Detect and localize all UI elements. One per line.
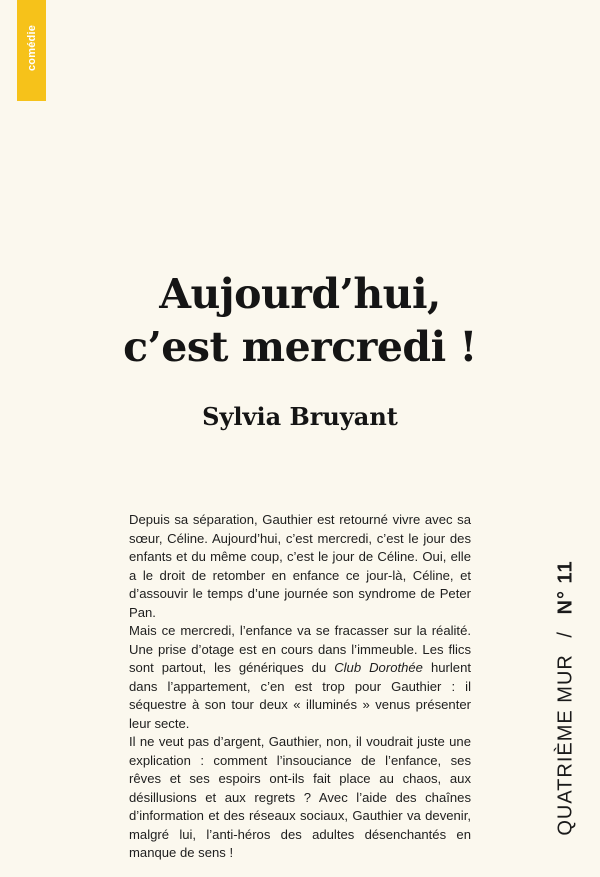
series-separator: /: [554, 631, 577, 638]
back-cover-blurb: [129, 511, 471, 863]
title-line-2: c’est mercredi !: [123, 323, 477, 371]
genre-label: comédie: [25, 25, 38, 72]
genre-tab: [17, 0, 46, 101]
blurb-paragraph-2: [129, 622, 471, 733]
series-label: [555, 560, 578, 835]
blurb-paragraph-1: Depuis sa séparation, Gauthier est retourné vivre avec sa sœur, Céline. Aujourd’hui, c’est mercredi, c’est le jour des enfants et du même coup, c’est le jour de Céline. Oui, elle a le droit de retomber en enfance ce jour-là, Céline, et d’assouvir le temps d’une journée son syndrome de Peter Pan.: [129, 512, 471, 620]
title-line-1: Aujourd’hui,: [159, 270, 441, 318]
book-title: [0, 268, 600, 374]
series-name: QUATRIÈME MUR: [554, 654, 577, 836]
blurb-p2-end: hurlent dans l’appartement, c’en est trop pour Gauthier : il séquestre à son tour deux « illuminés » venus présenter leur secte.: [129, 660, 471, 731]
blurb-p2-italic: Club Dorothée: [334, 660, 423, 675]
blurb-paragraph-3: Il ne veut pas d’argent, Gauthier, non, il voudrait juste une explication : comment l’insouciance de l’enfance, ses rêves et ses espoirs ont-ils fait place au chaos, aux désillusions et aux regrets ? Avec l’aide des chaînes d’information et des réseaux sociaux, Gauthier va devenir, malgré lui, l’anti-héros des adultes désenchantés en manque de sens !: [129, 734, 471, 860]
series-number: N° 11: [554, 560, 577, 615]
author-name: Sylvia Bruyant: [202, 402, 398, 431]
blurb-p2-start: Mais ce mercredi, l’enfance va se fracasser sur la réalité. Une prise d’otage est en cours dans l’immeuble. Les flics sont partout, les génériques du: [129, 623, 471, 675]
